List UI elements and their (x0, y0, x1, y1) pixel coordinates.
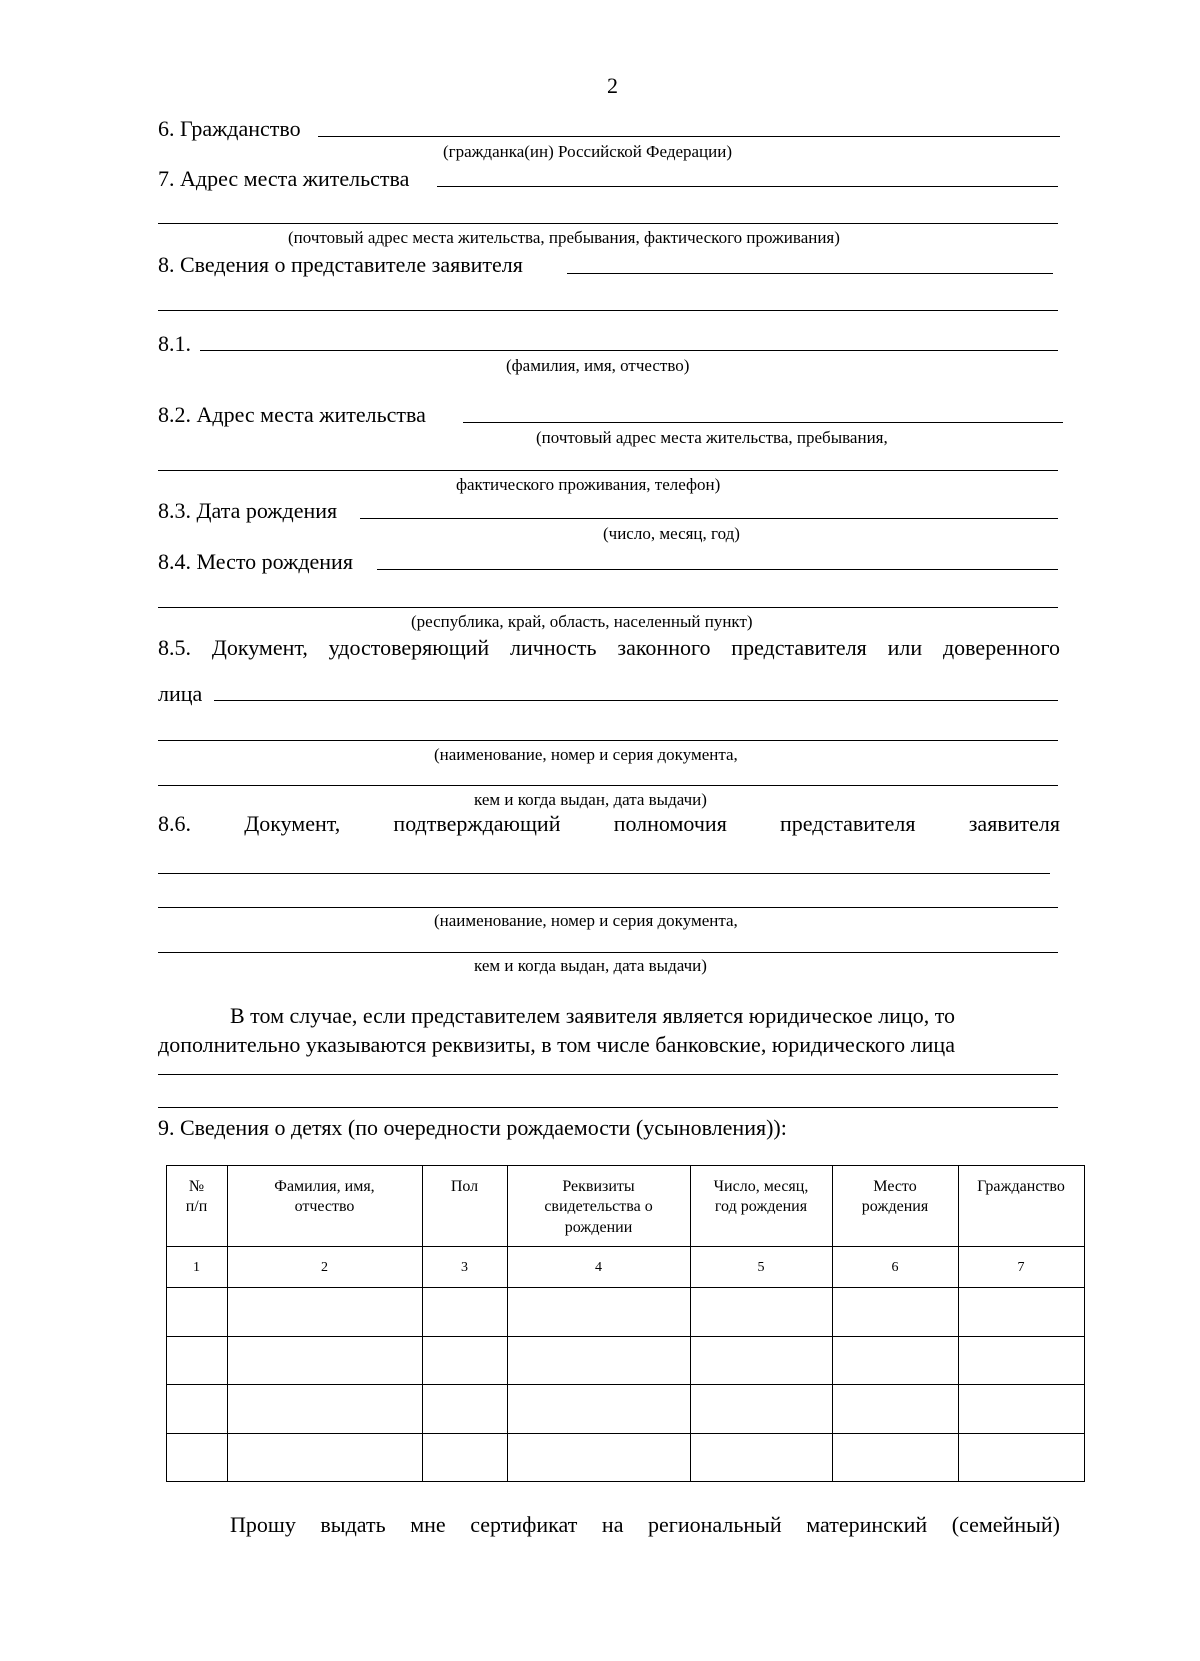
residence-address-hint: (почтовый адрес места жительства, пребывания, фактического проживания) (288, 228, 840, 247)
citizenship-hint: (гражданка(ин) Российской Федерации) (443, 142, 733, 161)
column-header-citizenship: Гражданство (977, 1178, 1065, 1195)
heading-word: или (887, 635, 923, 660)
authority-document-hint-2: кем и когда выдан, дата выдачи) (474, 956, 707, 975)
representative-name-label: 8.1. (158, 331, 191, 356)
representative-name-hint: (фамилия, имя, отчество) (506, 356, 690, 375)
legal-entity-field-line[interactable] (158, 1074, 1058, 1075)
heading-word: 8.6. (158, 811, 191, 836)
residence-address-field-line-2[interactable] (158, 223, 1058, 224)
heading-word: представителя (731, 635, 867, 660)
heading-word: Документ, (211, 635, 308, 660)
heading-word: 8.5. (158, 635, 191, 660)
representative-birthdate-hint: (число, месяц, год) (603, 524, 740, 543)
representative-info-label: 8. Сведения о представителе заявителя (158, 252, 523, 277)
representative-birthplace-hint: (республика, край, область, населенный пункт) (411, 612, 753, 631)
request-word: региональный (648, 1512, 782, 1537)
identity-document-heading (158, 637, 1060, 659)
representative-birthdate-field-line[interactable] (360, 518, 1058, 519)
table-border-bottom (166, 1481, 1085, 1482)
certificate-request-paragraph (230, 1514, 1060, 1536)
column-header-number: № п/п (185, 1178, 208, 1216)
column-number: 7 (1017, 1260, 1025, 1275)
table-border-right (1084, 1165, 1085, 1482)
identity-document-hint-2: кем и когда выдан, дата выдачи) (474, 790, 707, 809)
column-number: 5 (757, 1260, 765, 1275)
representative-birthplace-field-line[interactable] (377, 569, 1058, 570)
residence-address-label: 7. Адрес места жительства (158, 166, 410, 191)
representative-address-hint-2: фактического проживания, телефон) (456, 475, 721, 494)
heading-word: удостоверяющий (328, 635, 490, 660)
representative-address-field-line-2[interactable] (158, 470, 1058, 471)
representative-address-field-line[interactable] (463, 422, 1063, 423)
table-row[interactable] (167, 1288, 1084, 1336)
identity-document-field-line[interactable] (214, 700, 1058, 701)
column-number: 6 (891, 1260, 899, 1275)
identity-document-hint-1: (наименование, номер и серия документа, (434, 745, 738, 764)
request-word: Прошу (230, 1512, 296, 1537)
heading-word: подтверждающий (393, 811, 561, 836)
identity-document-label-continued: лица (158, 681, 203, 706)
children-info-label: 9. Сведения о детях (по очередности рождаемости (усыновления)): (158, 1115, 787, 1140)
authority-document-heading (158, 813, 1060, 835)
representative-birthplace-label: 8.4. Место рождения (158, 549, 353, 574)
request-word: на (601, 1512, 624, 1537)
column-header-birth-place: Место рождения (861, 1178, 929, 1216)
legal-entity-field-line-2[interactable] (158, 1107, 1058, 1108)
table-row[interactable] (167, 1434, 1084, 1481)
representative-birthdate-label: 8.3. Дата рождения (158, 498, 338, 523)
request-word: мне (410, 1512, 446, 1537)
heading-word: доверенного (942, 635, 1060, 660)
column-header-birth-date: Число, месяц, год рождения (713, 1178, 809, 1216)
table-header-separator (166, 1246, 1085, 1247)
heading-word: Документ, (244, 811, 341, 836)
column-number: 2 (321, 1260, 328, 1275)
request-word: (семейный) (951, 1512, 1060, 1537)
heading-word: представителя (780, 811, 916, 836)
authority-document-hint-1: (наименование, номер и серия документа, (434, 911, 738, 930)
request-word: выдать (320, 1512, 386, 1537)
column-header-sex: Пол (450, 1178, 479, 1195)
table-border-top (166, 1165, 1085, 1166)
representative-info-field-line[interactable] (567, 273, 1053, 274)
heading-word: полномочия (613, 811, 727, 836)
heading-word: заявителя (968, 811, 1060, 836)
authority-document-field-line-2[interactable] (158, 907, 1058, 908)
column-header-full-name: Фамилия, имя, отчество (274, 1178, 375, 1216)
authority-document-field-line[interactable] (158, 873, 1050, 874)
request-word: материнский (806, 1512, 928, 1537)
identity-document-field-line-3[interactable] (158, 785, 1058, 786)
representative-address-label: 8.2. Адрес места жительства (158, 402, 426, 427)
residence-address-field-line[interactable] (437, 186, 1058, 187)
request-word: сертификат (470, 1512, 578, 1537)
column-number: 1 (193, 1260, 200, 1275)
children-table (166, 1165, 1085, 1482)
table-row[interactable] (167, 1385, 1084, 1433)
representative-info-field-line-2[interactable] (158, 310, 1058, 311)
legal-entity-paragraph-line-1: В том случае, если представителем заявителя является юридическое лицо, то (230, 1003, 956, 1028)
heading-word: законного (617, 635, 711, 660)
representative-birthplace-field-line-2[interactable] (158, 607, 1058, 608)
table-row[interactable] (167, 1337, 1084, 1384)
identity-document-field-line-2[interactable] (158, 740, 1058, 741)
heading-word: личность (510, 635, 597, 660)
legal-entity-paragraph-line-2: дополнительно указываются реквизиты, в том числе банковские, юридического лица (158, 1032, 955, 1057)
authority-document-field-line-3[interactable] (158, 952, 1058, 953)
representative-name-field-line[interactable] (200, 350, 1058, 351)
page-number: 2 (607, 73, 618, 98)
column-number: 4 (595, 1260, 602, 1275)
column-header-birth-certificate: Реквизиты свидетельства о рождении (544, 1178, 653, 1236)
citizenship-field-line[interactable] (318, 136, 1060, 137)
column-number: 3 (461, 1260, 468, 1275)
citizenship-label: 6. Гражданство (158, 116, 301, 141)
representative-address-hint-1: (почтовый адрес места жительства, пребывания, (536, 428, 888, 447)
